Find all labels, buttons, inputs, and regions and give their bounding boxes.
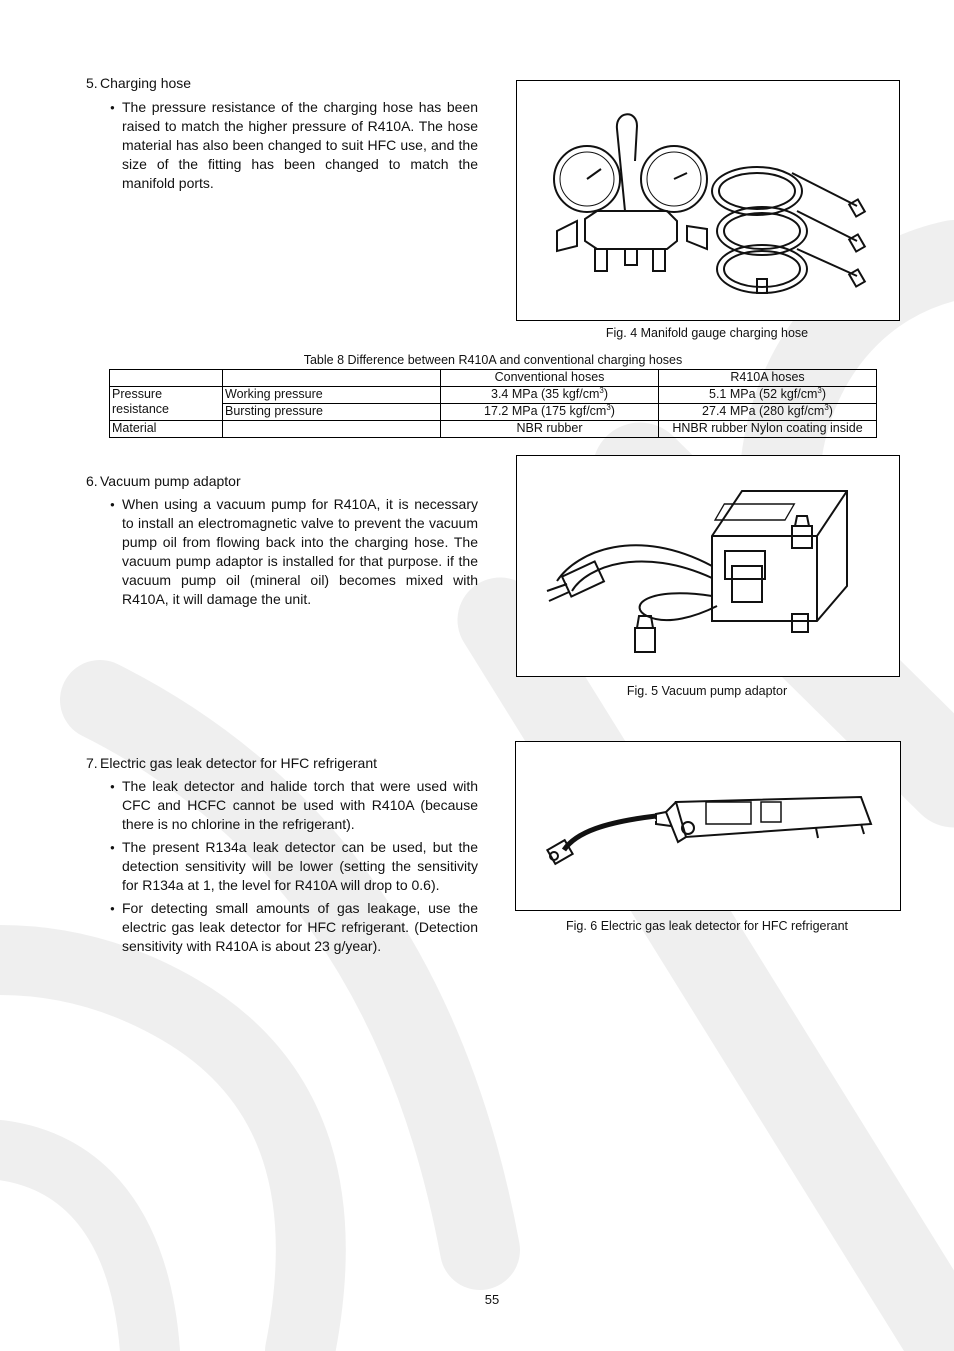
conventional-cell: 17.2 MPa (175 kgf/$cm^3$) (441, 404, 659, 421)
section-6-bullets (110, 495, 478, 613)
r410a-cell: 5.1 MPa (52 kgf/$cm^3$) (659, 387, 877, 404)
group-label-cell: Pressure resistance (110, 387, 223, 421)
row-label-cell: Working pressure (223, 387, 441, 404)
section-title: Electric gas leak detector for HFC refrigerant (100, 755, 377, 771)
bullet-item: ● The present R134a leak detector can be used, but the detection sensitivity will be lower (setting the sensitivity for R134a at 1, the level for R410A will drop to 0.6). (110, 838, 478, 895)
table-header-row (110, 370, 877, 387)
section-title: Vacuum pump adaptor (100, 473, 241, 489)
conventional-cell: 3.4 MPa (35 kgf/$cm^3$) (441, 387, 659, 404)
manifold-gauge-figure (516, 80, 900, 321)
page-number: 55 (484, 1292, 500, 1307)
bullet-item: ● The pressure resistance of the charging hose has been raised to match the higher pressure of R410A. The hose material has also been changed to suit HFC use, and the size of the fitting has been changed to match the manifold ports. (110, 98, 478, 193)
r410a-cell: 27.4 MPa (280 kgf/$cm^3$) (659, 404, 877, 421)
section-5-heading (86, 74, 191, 92)
section-5-bullets (110, 98, 478, 197)
row-label-cell: Material (110, 421, 223, 438)
bullet-item: ● For detecting small amounts of gas leakage, use the electric gas leak detector for HFC refrigerant. (Detection sensitivity with R410A is about 23 g/year). (110, 899, 478, 956)
row-label-cell: Bursting pressure (223, 404, 441, 421)
manifold-gauge-illustration (517, 81, 899, 320)
section-7-bullets (110, 777, 478, 960)
figure-6-caption: Fig. 6 Electric gas leak detector for HFC refrigerant (565, 919, 849, 933)
header-cell: Conventional hoses (441, 370, 659, 387)
table-row (110, 421, 877, 438)
bullet-item: ● The leak detector and halide torch that were used with CFC and HCFC cannot be used with R410A (because there is no chlorine in the refrigerant). (110, 777, 478, 834)
vacuum-pump-figure (516, 455, 900, 677)
header-cell: R410A hoses (659, 370, 877, 387)
table-caption: Table 8 Difference between R410A and conventional charging hoses (303, 353, 683, 367)
header-cell (223, 370, 441, 387)
table-row (110, 387, 877, 404)
leak-detector-figure (515, 741, 901, 911)
header-cell (110, 370, 223, 387)
hoses-comparison-table (109, 369, 877, 438)
row-sub-cell (223, 421, 441, 438)
section-number: 6. (86, 473, 98, 489)
table-row (110, 404, 877, 421)
figure-5-caption: Fig. 5 Vacuum pump adaptor (626, 684, 788, 698)
leak-detector-illustration (516, 742, 900, 910)
section-7-heading (86, 754, 377, 772)
vacuum-pump-illustration (517, 456, 899, 676)
figure-4-caption: Fig. 4 Manifold gauge charging hose (605, 326, 809, 340)
section-6-heading (86, 472, 241, 490)
bullet-item: ● When using a vacuum pump for R410A, it is necessary to install an electromagnetic valve to prevent the vacuum pump oil from flowing back into the charging hose. The vacuum pump adaptor is installed for that purpose. if the vacuum pump oil (mineral oil) becomes mixed with R410A, it will damage the unit. (110, 495, 478, 609)
section-number: 5. (86, 75, 98, 91)
r410a-cell: HNBR rubber Nylon coating inside (659, 421, 877, 438)
conventional-cell: NBR rubber (441, 421, 659, 438)
section-title: Charging hose (100, 75, 192, 91)
section-number: 7. (86, 755, 98, 771)
